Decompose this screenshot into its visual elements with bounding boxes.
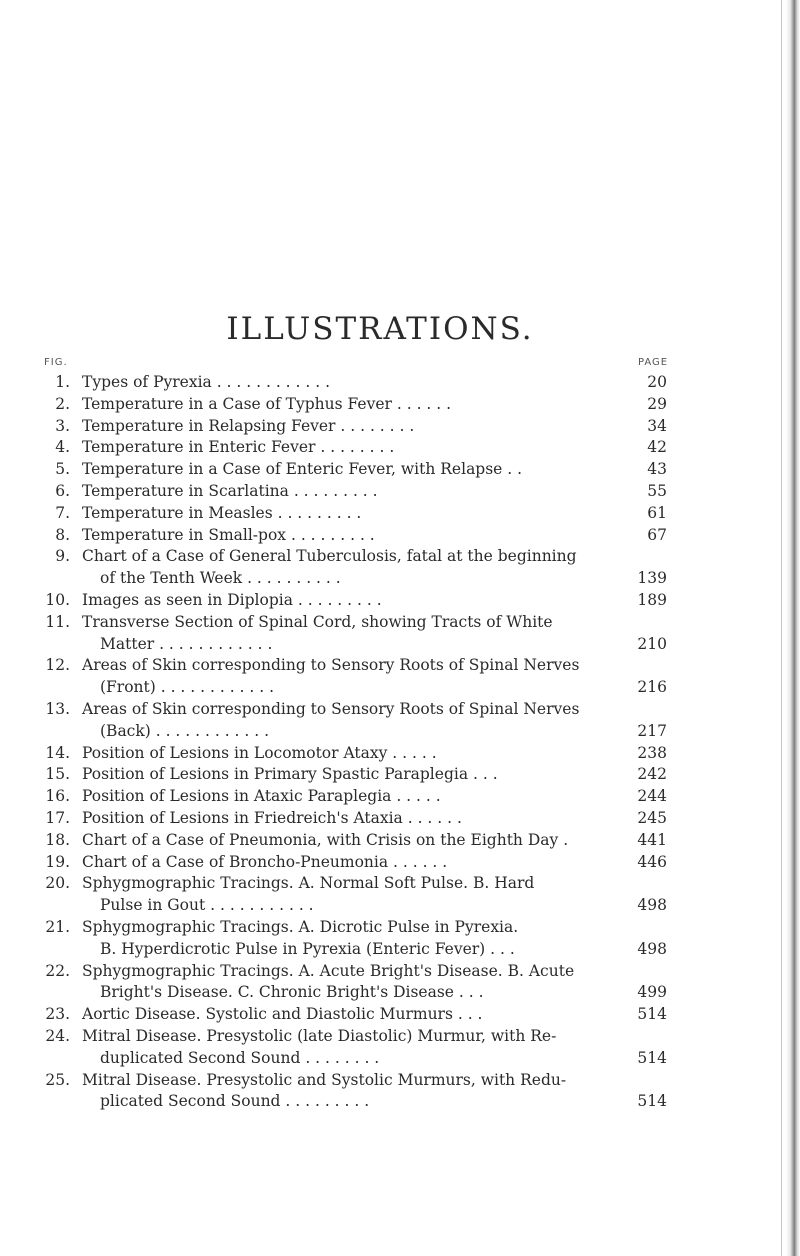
- entry-line: [0, 873, 800, 895]
- list-item: [0, 852, 800, 874]
- figure-number: 21.: [45, 917, 70, 936]
- entry-line: [0, 503, 800, 525]
- entry-line: [0, 830, 800, 852]
- page-number: 244: [637, 787, 667, 806]
- figure-caption: Position of Lesions in Primary Spastic Paraplegia . . .: [82, 765, 498, 784]
- list-item: [0, 1070, 800, 1114]
- figure-number: 4.: [55, 438, 70, 457]
- figure-caption: Chart of a Case of Broncho-Pneumonia . . . . . .: [82, 852, 448, 871]
- list-item: [0, 437, 800, 459]
- page-number: 42: [647, 438, 667, 457]
- entry-line: [0, 1048, 800, 1070]
- list-item: [0, 394, 800, 416]
- entry-line: [0, 1004, 800, 1026]
- list-item: [0, 830, 800, 852]
- figure-caption: Chart of a Case of Pneumonia, with Crisis on the Eighth Day .: [82, 830, 569, 849]
- entry-line: [0, 677, 800, 699]
- figure-caption: Position of Lesions in Locomotor Ataxy . . . . .: [82, 743, 437, 762]
- page-column-header: PAGE: [638, 357, 669, 368]
- list-item: [0, 786, 800, 808]
- figure-number: 2.: [55, 394, 70, 413]
- figure-caption: (Front) . . . . . . . . . . . .: [100, 678, 275, 697]
- figure-caption: Temperature in Relapsing Fever . . . . . . . .: [82, 416, 415, 435]
- entry-line: [0, 459, 800, 481]
- figure-number: 25.: [45, 1070, 70, 1089]
- figure-number: 23.: [45, 1005, 70, 1024]
- figure-caption: Types of Pyrexia . . . . . . . . . . . .: [82, 373, 331, 391]
- entry-line: [0, 895, 800, 917]
- entry-line: [0, 590, 800, 612]
- entry-line: [0, 1026, 800, 1048]
- figure-caption: duplicated Second Sound . . . . . . . .: [100, 1048, 380, 1067]
- page-number: 216: [637, 678, 667, 697]
- figure-number: 10.: [45, 590, 70, 609]
- entry-line: [0, 568, 800, 590]
- figure-number: 16.: [45, 787, 70, 806]
- list-item: [0, 743, 800, 765]
- figure-caption: Temperature in Enteric Fever . . . . . . . .: [82, 438, 395, 457]
- figure-number: 17.: [45, 808, 70, 827]
- figure-number: 24.: [45, 1026, 70, 1045]
- page-number: 189: [637, 590, 667, 609]
- list-item: [0, 873, 800, 917]
- figure-caption: Chart of a Case of General Tuberculosis, fatal at the beginning: [82, 547, 577, 566]
- figure-number: 11.: [45, 612, 70, 631]
- figure-caption: Aortic Disease. Systolic and Diastolic Murmurs . . .: [82, 1005, 483, 1024]
- figure-caption: Temperature in Measles . . . . . . . . .: [82, 503, 362, 522]
- list-item: [0, 372, 800, 394]
- figure-caption: of the Tenth Week . . . . . . . . . .: [100, 569, 341, 588]
- entry-line: [0, 634, 800, 656]
- page-number: 441: [637, 830, 667, 849]
- entry-line: [0, 612, 800, 634]
- figure-number: 18.: [45, 830, 70, 849]
- figure-number: 3.: [55, 416, 70, 435]
- list-item: [0, 961, 800, 1005]
- figure-caption: Position of Lesions in Ataxic Paraplegia . . . . .: [82, 787, 441, 806]
- page-number: 498: [637, 896, 667, 915]
- figure-caption: Temperature in a Case of Enteric Fever, with Relapse . .: [82, 460, 523, 479]
- figure-number: 7.: [55, 503, 70, 522]
- entry-line: [0, 852, 800, 874]
- entry-line: [0, 961, 800, 983]
- list-item: [0, 764, 800, 786]
- list-item: [0, 917, 800, 961]
- list-item: [0, 1026, 800, 1070]
- figure-caption: Sphygmographic Tracings. A. Dicrotic Pulse in Pyrexia.: [82, 917, 519, 936]
- figure-number: 9.: [55, 547, 70, 566]
- page-number: 499: [637, 983, 667, 1002]
- page-number: 20: [647, 373, 667, 391]
- entry-line: [0, 764, 800, 786]
- entry-line: [0, 808, 800, 830]
- list-item: [0, 590, 800, 612]
- page-number: 514: [637, 1005, 667, 1024]
- entry-line: [0, 699, 800, 721]
- page-number: 43: [647, 460, 667, 479]
- page-number: 498: [637, 939, 667, 958]
- entry-line: [0, 525, 800, 547]
- entry-line: [0, 917, 800, 939]
- page-number: 446: [637, 852, 667, 871]
- page-number: 61: [647, 503, 667, 522]
- figure-number: 8.: [55, 525, 70, 544]
- page-number: 514: [637, 1092, 667, 1111]
- page-number: 67: [647, 525, 667, 544]
- figure-number: 1.: [55, 373, 70, 391]
- entry-line: [0, 743, 800, 765]
- page-number: 29: [647, 394, 667, 413]
- page-number: 217: [637, 721, 667, 740]
- figure-caption: Bright's Disease. C. Chronic Bright's Disease . . .: [100, 983, 484, 1002]
- figure-caption: Mitral Disease. Presystolic and Systolic Murmurs, with Redu-: [82, 1070, 567, 1089]
- entry-line: [0, 437, 800, 459]
- figure-number: 19.: [45, 852, 70, 871]
- figure-caption: Areas of Skin corresponding to Sensory Roots of Spinal Nerves: [82, 699, 580, 718]
- figure-number: 5.: [55, 460, 70, 479]
- entry-line: [0, 372, 800, 394]
- list-item: [0, 546, 800, 590]
- entry-line: [0, 546, 800, 568]
- figure-number: 22.: [45, 961, 70, 980]
- page-number: 55: [647, 481, 667, 500]
- figure-number: 15.: [45, 765, 70, 784]
- figure-caption: Mitral Disease. Presystolic (late Diastolic) Murmur, with Re-: [82, 1026, 557, 1045]
- list-item: [0, 808, 800, 830]
- list-item: [0, 416, 800, 438]
- figure-number: 6.: [55, 481, 70, 500]
- list-item: [0, 481, 800, 503]
- figure-caption: Temperature in a Case of Typhus Fever . . . . . .: [82, 394, 452, 413]
- page-number: 238: [637, 743, 667, 762]
- figure-caption: Sphygmographic Tracings. A. Acute Bright's Disease. B. Acute: [82, 961, 575, 980]
- entry-line: [0, 786, 800, 808]
- list-item: [0, 459, 800, 481]
- figure-caption: Position of Lesions in Friedreich's Ataxia . . . . . .: [82, 808, 462, 827]
- page-number: 139: [637, 569, 667, 588]
- figure-caption: Areas of Skin corresponding to Sensory Roots of Spinal Nerves: [82, 656, 580, 675]
- figure-number: 20.: [45, 874, 70, 893]
- figure-caption: Pulse in Gout . . . . . . . . . . .: [100, 896, 314, 915]
- entry-line: [0, 394, 800, 416]
- list-item: [0, 1004, 800, 1026]
- figure-caption: (Back) . . . . . . . . . . . .: [100, 721, 270, 740]
- illustrations-list: [0, 372, 800, 1113]
- entry-line: [0, 982, 800, 1004]
- fig-column-header: FIG.: [44, 357, 68, 368]
- page-number: 210: [637, 634, 667, 653]
- figure-caption: Temperature in Small-pox . . . . . . . . .: [82, 525, 375, 544]
- figure-caption: Temperature in Scarlatina . . . . . . . . .: [82, 481, 378, 500]
- entry-line: [0, 416, 800, 438]
- figure-caption: Sphygmographic Tracings. A. Normal Soft Pulse. B. Hard: [82, 874, 535, 893]
- page-number: 34: [647, 416, 667, 435]
- list-item: [0, 525, 800, 547]
- list-item: [0, 655, 800, 699]
- figure-caption: Images as seen in Diplopia . . . . . . . . .: [82, 590, 382, 609]
- page-title: ILLUSTRATIONS.: [226, 310, 534, 347]
- entry-line: [0, 721, 800, 743]
- figure-caption: B. Hyperdicrotic Pulse in Pyrexia (Enteric Fever) . . .: [100, 939, 515, 958]
- entry-line: [0, 481, 800, 503]
- figure-caption: Matter . . . . . . . . . . . .: [100, 634, 273, 653]
- list-item: [0, 612, 800, 656]
- figure-number: 12.: [45, 656, 70, 675]
- figure-caption: Transverse Section of Spinal Cord, showing Tracts of White: [82, 612, 553, 631]
- entry-line: [0, 1091, 800, 1113]
- figure-caption: plicated Second Sound . . . . . . . . .: [100, 1092, 370, 1111]
- list-item: [0, 699, 800, 743]
- figure-number: 14.: [45, 743, 70, 762]
- entry-line: [0, 939, 800, 961]
- page-number: 242: [637, 765, 667, 784]
- entry-line: [0, 655, 800, 677]
- list-item: [0, 503, 800, 525]
- figure-number: 13.: [45, 699, 70, 718]
- entry-line: [0, 1070, 800, 1092]
- page-number: 245: [637, 808, 667, 827]
- page-number: 514: [637, 1048, 667, 1067]
